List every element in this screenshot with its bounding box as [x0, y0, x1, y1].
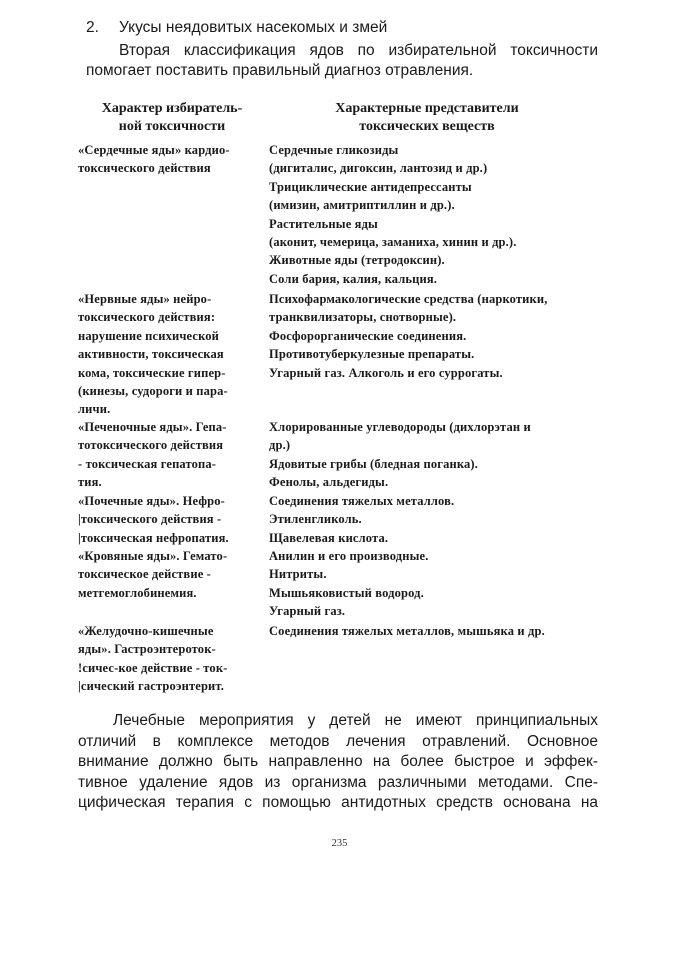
cell-line: нарушение психической [78, 328, 220, 343]
page-number: 235 [331, 838, 348, 849]
body-paragraph [78, 711, 598, 814]
table-header-right-line: Характерные представители [335, 101, 519, 116]
cell-line: личи. [78, 402, 111, 417]
table-row-0-right [269, 141, 587, 288]
cell-line: «Печеночные яды». Гепа- [78, 420, 227, 434]
cell-line: Хлорированные углеводороды (дихлорэтан и [269, 420, 531, 434]
cell-line: Противотуберкулезные препараты. [269, 347, 475, 362]
intro-text: Вторая классификация ядов по избирательной токсичности помогает поставить правильный диагноз отравления. [86, 42, 598, 79]
table-row-3-right [269, 492, 587, 547]
cell-line: Соли бария, калия, кальция. [269, 271, 438, 286]
cell-line: «Почечные яды». Нефро- [78, 494, 225, 508]
cell-line: метгемоглобинемия. [78, 585, 197, 600]
cell-line: Анилин и его производные. [269, 549, 429, 563]
cell-line: «Кровяные яды». Гемато- [78, 549, 228, 563]
cell-line: кома, токсические гипер- [78, 365, 226, 380]
table-row-1-left [78, 290, 264, 419]
table-row-3-left [78, 492, 264, 547]
cell-line: транквилизаторы, снотворные). [269, 310, 457, 325]
cell-line: Угарный газ. [269, 604, 346, 619]
cell-line: Мышьяковистый водород. [269, 585, 424, 600]
table-header-right [272, 100, 582, 136]
section-number: 2. [86, 19, 99, 36]
body-line: Лечебные мероприятия у детей не имеют принципиальных [113, 712, 598, 729]
cell-line: активности, токсическая [78, 347, 224, 362]
table-header-left-line: ной токсичности [118, 119, 226, 134]
cell-line: токсического действия: [78, 310, 216, 325]
cell-line: Этиленгликоль. [269, 512, 362, 527]
cell-line: Растительные яды [269, 216, 378, 231]
cell-line: Фенолы, альдегиды. [269, 475, 389, 490]
cell-line: |токсическая нефропатия. [78, 530, 229, 545]
cell-line: Щавелевая кислота. [269, 530, 389, 545]
cell-line: - токсическая гепатопа- [78, 456, 217, 471]
body-line: внимание должно быть направленно на более быстрое и эффек- [78, 753, 598, 771]
cell-line: Трициклические антидепрессанты [269, 179, 472, 194]
section-heading [86, 18, 387, 37]
cell-line: яды». Гастроэнтероток- [78, 642, 216, 657]
cell-line: Угарный газ. Алкоголь и его суррогаты. [269, 365, 503, 380]
table-row-2-right [269, 418, 587, 492]
cell-line: Животные яды (тетродоксин). [269, 253, 445, 268]
table-row-5-left [78, 622, 264, 696]
cell-line: Психофармакологические средства (наркотики, [269, 292, 548, 306]
cell-line: «Желудочно-кишечные [78, 624, 214, 638]
cell-line: токсического действия [78, 161, 211, 176]
cell-line: Фосфорорганические соединения. [269, 328, 467, 343]
cell-line: «Сердечные яды» кардио- [78, 143, 230, 157]
table-header-right-line: токсических веществ [359, 119, 495, 134]
cell-line: (имизин, амитриптиллин и др.). [269, 198, 455, 213]
cell-line: Сердечные гликозиды [269, 143, 399, 157]
table-row-4-left [78, 547, 264, 602]
section-title: Укусы неядовитых насекомых и змей [119, 19, 388, 36]
table-header-left [82, 100, 262, 136]
cell-line: Ядовитые грибы (бледная поганка). [269, 456, 479, 471]
cell-line: (кинезы, судороги и пара- [78, 384, 228, 399]
body-line: отличий в комплексе методов лечения отравлений. Основное [78, 732, 598, 750]
body-line: тивное удаление ядов из организма различными методами. Спе- [78, 773, 598, 791]
cell-line: (аконит, чемерица, заманиха, хинин и др.). [269, 235, 517, 250]
cell-line: «Нервные яды» нейро- [78, 292, 212, 306]
cell-line: Нитриты. [269, 567, 327, 582]
cell-line: !сичес-кое действие - ток- [78, 660, 228, 675]
cell-line: |токсического действия - [78, 512, 222, 527]
cell-line: Соединения тяжелых металлов. [269, 494, 455, 508]
cell-line: тотоксического действия [78, 438, 224, 453]
table-row-5-right [269, 622, 587, 640]
table-row-2-left [78, 418, 264, 492]
cell-line: (дигиталис, дигоксин, лантозид и др.) [269, 161, 488, 176]
intro-paragraph [86, 41, 598, 81]
cell-line: Соединения тяжелых металлов, мышьяка и др. [269, 624, 545, 638]
table-row-0-left [78, 141, 264, 178]
cell-line: |сический гастроэнтерит. [78, 679, 225, 694]
cell-line: тия. [78, 475, 102, 490]
table-row-1-right [269, 290, 587, 382]
cell-line: др.) [269, 438, 291, 453]
body-line: цифическая терапия с помощью антидотных средств основана на [78, 794, 598, 812]
table-row-4-right [269, 547, 587, 621]
cell-line: токсическое действие - [78, 567, 211, 582]
table-header-left-line: Характер избиратель- [101, 101, 243, 116]
